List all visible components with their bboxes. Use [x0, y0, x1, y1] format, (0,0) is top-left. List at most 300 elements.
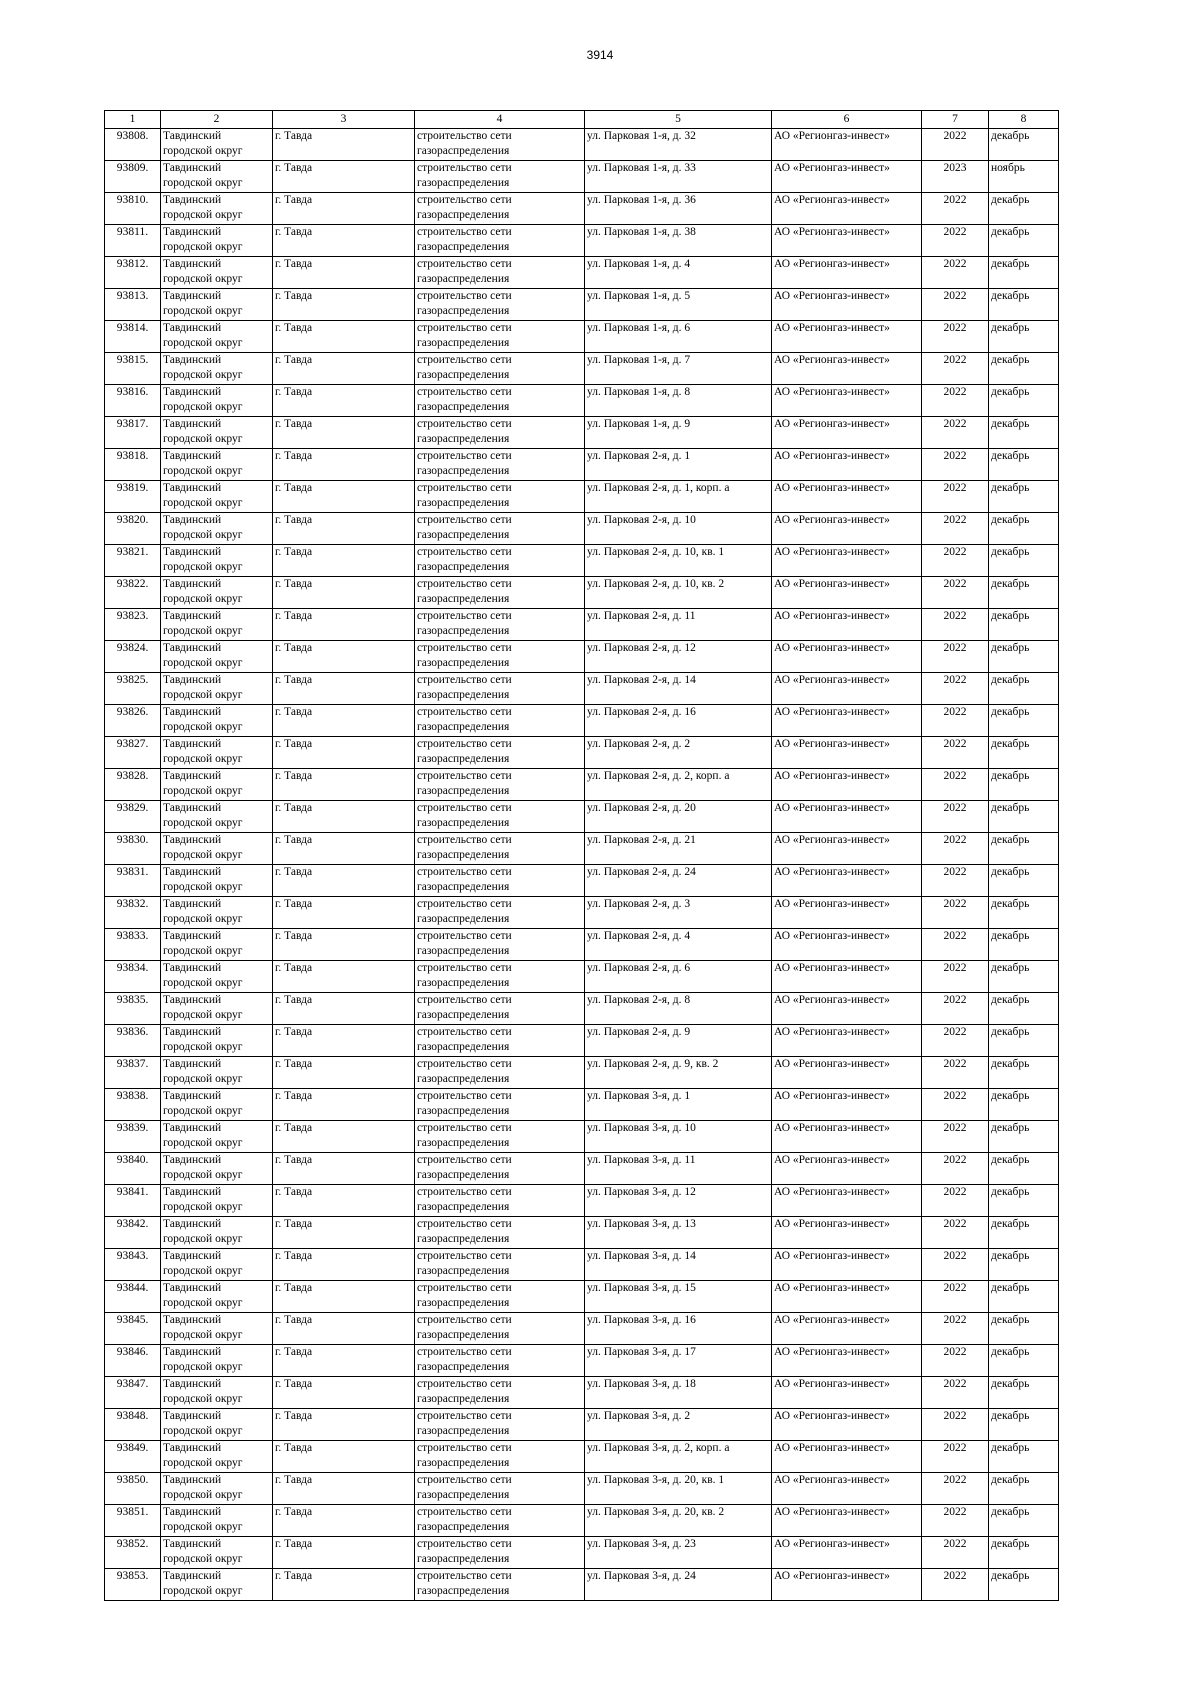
month-cell: декабрь — [989, 1441, 1059, 1473]
district-line: городской округ — [163, 1329, 243, 1341]
district-line: городской округ — [163, 1361, 243, 1373]
year-cell: 2022 — [922, 417, 989, 449]
table-row — [105, 1217, 1059, 1249]
year-cell: 2022 — [922, 1249, 989, 1281]
district-line: городской округ — [163, 593, 243, 605]
district-line: городской округ — [163, 1553, 243, 1565]
address-cell: ул. Парковая 2-я, д. 20 — [585, 801, 772, 833]
district-line: Тавдинский — [163, 386, 222, 398]
organization-cell: АО «Регионгаз-инвест» — [772, 193, 922, 225]
district-line: городской округ — [163, 1201, 243, 1213]
district-cell — [161, 1281, 273, 1313]
year-cell: 2022 — [922, 353, 989, 385]
work-type-line: газораспределения — [417, 1009, 510, 1021]
year-cell: 2022 — [922, 1281, 989, 1313]
work-type-line: газораспределения — [417, 433, 510, 445]
locality-cell: г. Тавда — [273, 801, 415, 833]
work-type-cell — [415, 1505, 585, 1537]
registry-table — [104, 110, 1059, 1601]
district-line: Тавдинский — [163, 1218, 222, 1230]
year-cell: 2022 — [922, 1057, 989, 1089]
year-cell: 2022 — [922, 289, 989, 321]
work-type-line: строительство сети — [417, 994, 512, 1006]
row-number: 93823. — [105, 609, 161, 641]
organization-cell: АО «Регионгаз-инвест» — [772, 1057, 922, 1089]
month-cell: декабрь — [989, 1537, 1059, 1569]
district-line: городской округ — [163, 1297, 243, 1309]
table-row — [105, 417, 1059, 449]
locality-cell: г. Тавда — [273, 961, 415, 993]
district-cell — [161, 609, 273, 641]
district-cell — [161, 993, 273, 1025]
table-row — [105, 705, 1059, 737]
district-line: городской округ — [163, 689, 243, 701]
table-row — [105, 449, 1059, 481]
district-line: Тавдинский — [163, 162, 222, 174]
district-line: городской округ — [163, 785, 243, 797]
year-cell: 2022 — [922, 1409, 989, 1441]
locality-cell: г. Тавда — [273, 609, 415, 641]
district-line: Тавдинский — [163, 1122, 222, 1134]
row-number: 93847. — [105, 1377, 161, 1409]
work-type-line: строительство сети — [417, 1282, 512, 1294]
district-cell — [161, 257, 273, 289]
address-cell: ул. Парковая 1-я, д. 32 — [585, 129, 772, 161]
work-type-line: газораспределения — [417, 1361, 510, 1373]
work-type-line: строительство сети — [417, 610, 512, 622]
district-line: городской округ — [163, 561, 243, 573]
address-cell: ул. Парковая 2-я, д. 21 — [585, 833, 772, 865]
work-type-cell — [415, 769, 585, 801]
year-cell: 2022 — [922, 1537, 989, 1569]
work-type-line: строительство сети — [417, 1314, 512, 1326]
column-header: 6 — [772, 111, 922, 129]
row-number: 93829. — [105, 801, 161, 833]
table-row — [105, 513, 1059, 545]
month-cell: декабрь — [989, 1345, 1059, 1377]
district-line: Тавдинский — [163, 802, 222, 814]
address-cell: ул. Парковая 2-я, д. 10, кв. 1 — [585, 545, 772, 577]
month-cell: декабрь — [989, 897, 1059, 929]
row-number: 93838. — [105, 1089, 161, 1121]
table-row — [105, 1377, 1059, 1409]
district-cell — [161, 1057, 273, 1089]
work-type-line: газораспределения — [417, 465, 510, 477]
work-type-line: строительство сети — [417, 482, 512, 494]
row-number: 93811. — [105, 225, 161, 257]
address-cell: ул. Парковая 3-я, д. 2, корп. а — [585, 1441, 772, 1473]
organization-cell: АО «Регионгаз-инвест» — [772, 449, 922, 481]
organization-cell: АО «Регионгаз-инвест» — [772, 993, 922, 1025]
year-cell: 2022 — [922, 769, 989, 801]
month-cell: декабрь — [989, 1409, 1059, 1441]
locality-cell: г. Тавда — [273, 1281, 415, 1313]
locality-cell: г. Тавда — [273, 577, 415, 609]
address-cell: ул. Парковая 3-я, д. 16 — [585, 1313, 772, 1345]
district-line: городской округ — [163, 1265, 243, 1277]
table-row — [105, 257, 1059, 289]
district-line: Тавдинский — [163, 994, 222, 1006]
work-type-cell — [415, 961, 585, 993]
district-cell — [161, 1505, 273, 1537]
district-cell — [161, 769, 273, 801]
district-line: городской округ — [163, 177, 243, 189]
work-type-line: строительство сети — [417, 1474, 512, 1486]
locality-cell: г. Тавда — [273, 1313, 415, 1345]
work-type-cell — [415, 481, 585, 513]
work-type-line: газораспределения — [417, 913, 510, 925]
address-cell: ул. Парковая 2-я, д. 12 — [585, 641, 772, 673]
work-type-cell — [415, 929, 585, 961]
month-cell: декабрь — [989, 769, 1059, 801]
year-cell: 2022 — [922, 1313, 989, 1345]
row-number: 93850. — [105, 1473, 161, 1505]
work-type-line: строительство сети — [417, 1538, 512, 1550]
district-cell — [161, 353, 273, 385]
district-line: городской округ — [163, 497, 243, 509]
district-line: Тавдинский — [163, 322, 222, 334]
locality-cell: г. Тавда — [273, 1185, 415, 1217]
work-type-line: строительство сети — [417, 738, 512, 750]
district-line: городской округ — [163, 465, 243, 477]
row-number: 93824. — [105, 641, 161, 673]
work-type-line: газораспределения — [417, 1233, 510, 1245]
table-body — [105, 129, 1059, 1601]
district-cell — [161, 1409, 273, 1441]
district-cell — [161, 385, 273, 417]
work-type-cell — [415, 1313, 585, 1345]
locality-cell: г. Тавда — [273, 481, 415, 513]
locality-cell: г. Тавда — [273, 1377, 415, 1409]
year-cell: 2022 — [922, 929, 989, 961]
work-type-line: газораспределения — [417, 1073, 510, 1085]
district-line: городской округ — [163, 337, 243, 349]
organization-cell: АО «Регионгаз-инвест» — [772, 1025, 922, 1057]
work-type-cell — [415, 1153, 585, 1185]
address-cell: ул. Парковая 3-я, д. 11 — [585, 1153, 772, 1185]
row-number: 93849. — [105, 1441, 161, 1473]
table-row — [105, 1473, 1059, 1505]
work-type-line: строительство сети — [417, 226, 512, 238]
organization-cell: АО «Регионгаз-инвест» — [772, 1121, 922, 1153]
district-line: Тавдинский — [163, 1346, 222, 1358]
work-type-line: газораспределения — [417, 721, 510, 733]
locality-cell: г. Тавда — [273, 737, 415, 769]
row-number: 93841. — [105, 1185, 161, 1217]
address-cell: ул. Парковая 2-я, д. 3 — [585, 897, 772, 929]
district-cell — [161, 1441, 273, 1473]
month-cell: декабрь — [989, 1505, 1059, 1537]
work-type-line: газораспределения — [417, 497, 510, 509]
work-type-line: газораспределения — [417, 593, 510, 605]
organization-cell: АО «Регионгаз-инвест» — [772, 1249, 922, 1281]
table-row — [105, 1121, 1059, 1153]
organization-cell: АО «Регионгаз-инвест» — [772, 129, 922, 161]
work-type-line: строительство сети — [417, 1250, 512, 1262]
locality-cell: г. Тавда — [273, 257, 415, 289]
locality-cell: г. Тавда — [273, 1025, 415, 1057]
address-cell: ул. Парковая 1-я, д. 36 — [585, 193, 772, 225]
year-cell: 2022 — [922, 705, 989, 737]
locality-cell: г. Тавда — [273, 225, 415, 257]
organization-cell: АО «Регионгаз-инвест» — [772, 257, 922, 289]
row-number: 93836. — [105, 1025, 161, 1057]
month-cell: декабрь — [989, 257, 1059, 289]
month-cell: декабрь — [989, 1089, 1059, 1121]
month-cell: декабрь — [989, 513, 1059, 545]
address-cell: ул. Парковая 3-я, д. 14 — [585, 1249, 772, 1281]
locality-cell: г. Тавда — [273, 353, 415, 385]
organization-cell: АО «Регионгаз-инвест» — [772, 1441, 922, 1473]
address-cell: ул. Парковая 2-я, д. 11 — [585, 609, 772, 641]
year-cell: 2022 — [922, 897, 989, 929]
row-number: 93852. — [105, 1537, 161, 1569]
address-cell: ул. Парковая 2-я, д. 6 — [585, 961, 772, 993]
work-type-line: газораспределения — [417, 689, 510, 701]
organization-cell: АО «Регионгаз-инвест» — [772, 289, 922, 321]
district-line: городской округ — [163, 209, 243, 221]
district-line: городской округ — [163, 241, 243, 253]
work-type-line: строительство сети — [417, 450, 512, 462]
district-line: Тавдинский — [163, 1282, 222, 1294]
table-row — [105, 833, 1059, 865]
work-type-cell — [415, 801, 585, 833]
district-cell — [161, 897, 273, 929]
locality-cell: г. Тавда — [273, 417, 415, 449]
address-cell: ул. Парковая 2-я, д. 10, кв. 2 — [585, 577, 772, 609]
district-line: Тавдинский — [163, 1314, 222, 1326]
work-type-line: строительство сети — [417, 770, 512, 782]
district-line: Тавдинский — [163, 930, 222, 942]
address-cell: ул. Парковая 3-я, д. 24 — [585, 1569, 772, 1601]
work-type-line: строительство сети — [417, 642, 512, 654]
work-type-line: строительство сети — [417, 1122, 512, 1134]
month-cell: декабрь — [989, 417, 1059, 449]
row-number: 93809. — [105, 161, 161, 193]
row-number: 93830. — [105, 833, 161, 865]
district-line: Тавдинский — [163, 578, 222, 590]
year-cell: 2022 — [922, 1025, 989, 1057]
organization-cell: АО «Регионгаз-инвест» — [772, 1345, 922, 1377]
work-type-cell — [415, 385, 585, 417]
month-cell: декабрь — [989, 193, 1059, 225]
district-line: городской округ — [163, 849, 243, 861]
work-type-line: строительство сети — [417, 130, 512, 142]
organization-cell: АО «Регионгаз-инвест» — [772, 737, 922, 769]
district-line: городской округ — [163, 1457, 243, 1469]
work-type-cell — [415, 1345, 585, 1377]
district-cell — [161, 929, 273, 961]
year-cell: 2022 — [922, 225, 989, 257]
work-type-line: строительство сети — [417, 1410, 512, 1422]
organization-cell: АО «Регионгаз-инвест» — [772, 769, 922, 801]
locality-cell: г. Тавда — [273, 1057, 415, 1089]
address-cell: ул. Парковая 1-я, д. 7 — [585, 353, 772, 385]
year-cell: 2022 — [922, 545, 989, 577]
row-number: 93826. — [105, 705, 161, 737]
table-row — [105, 225, 1059, 257]
work-type-line: газораспределения — [417, 241, 510, 253]
month-cell: декабрь — [989, 1153, 1059, 1185]
row-number: 93820. — [105, 513, 161, 545]
district-line: Тавдинский — [163, 514, 222, 526]
year-cell: 2022 — [922, 1089, 989, 1121]
table-row — [105, 193, 1059, 225]
district-line: Тавдинский — [163, 1570, 222, 1582]
district-cell — [161, 1537, 273, 1569]
month-cell: декабрь — [989, 1057, 1059, 1089]
district-cell — [161, 481, 273, 513]
work-type-line: газораспределения — [417, 1585, 510, 1597]
district-line: городской округ — [163, 945, 243, 957]
address-cell: ул. Парковая 3-я, д. 12 — [585, 1185, 772, 1217]
locality-cell: г. Тавда — [273, 1473, 415, 1505]
district-line: Тавдинский — [163, 1442, 222, 1454]
district-line: Тавдинский — [163, 1474, 222, 1486]
district-line: Тавдинский — [163, 866, 222, 878]
organization-cell: АО «Регионгаз-инвест» — [772, 577, 922, 609]
work-type-line: газораспределения — [417, 177, 510, 189]
work-type-cell — [415, 513, 585, 545]
row-number: 93839. — [105, 1121, 161, 1153]
table-row — [105, 1409, 1059, 1441]
month-cell: декабрь — [989, 801, 1059, 833]
district-cell — [161, 865, 273, 897]
row-number: 93812. — [105, 257, 161, 289]
locality-cell: г. Тавда — [273, 1345, 415, 1377]
address-cell: ул. Парковая 2-я, д. 14 — [585, 673, 772, 705]
work-type-line: строительство сети — [417, 802, 512, 814]
district-line: Тавдинский — [163, 1410, 222, 1422]
work-type-line: строительство сети — [417, 514, 512, 526]
table-row — [105, 1313, 1059, 1345]
organization-cell: АО «Регионгаз-инвест» — [772, 481, 922, 513]
work-type-cell — [415, 129, 585, 161]
address-cell: ул. Парковая 3-я, д. 18 — [585, 1377, 772, 1409]
organization-cell: АО «Регионгаз-инвест» — [772, 161, 922, 193]
work-type-line: строительство сети — [417, 898, 512, 910]
district-line: городской округ — [163, 273, 243, 285]
year-cell: 2022 — [922, 833, 989, 865]
row-number: 93821. — [105, 545, 161, 577]
table-row — [105, 1281, 1059, 1313]
work-type-cell — [415, 1281, 585, 1313]
district-line: Тавдинский — [163, 834, 222, 846]
district-line: городской округ — [163, 881, 243, 893]
year-cell: 2022 — [922, 1153, 989, 1185]
work-type-cell — [415, 865, 585, 897]
district-line: Тавдинский — [163, 546, 222, 558]
month-cell: ноябрь — [989, 161, 1059, 193]
row-number: 93851. — [105, 1505, 161, 1537]
locality-cell: г. Тавда — [273, 321, 415, 353]
address-cell: ул. Парковая 3-я, д. 10 — [585, 1121, 772, 1153]
locality-cell: г. Тавда — [273, 1409, 415, 1441]
organization-cell: АО «Регионгаз-инвест» — [772, 865, 922, 897]
district-line: Тавдинский — [163, 1026, 222, 1038]
work-type-line: строительство сети — [417, 1570, 512, 1582]
organization-cell: АО «Регионгаз-инвест» — [772, 225, 922, 257]
work-type-line: строительство сети — [417, 1218, 512, 1230]
organization-cell: АО «Регионгаз-инвест» — [772, 929, 922, 961]
organization-cell: АО «Регионгаз-инвест» — [772, 833, 922, 865]
organization-cell: АО «Регионгаз-инвест» — [772, 1185, 922, 1217]
row-number: 93833. — [105, 929, 161, 961]
month-cell: декабрь — [989, 993, 1059, 1025]
table-row — [105, 1153, 1059, 1185]
district-line: городской округ — [163, 1489, 243, 1501]
organization-cell: АО «Регионгаз-инвест» — [772, 1537, 922, 1569]
address-cell: ул. Парковая 2-я, д. 24 — [585, 865, 772, 897]
table-row — [105, 609, 1059, 641]
district-line: городской округ — [163, 1137, 243, 1149]
locality-cell: г. Тавда — [273, 545, 415, 577]
month-cell: декабрь — [989, 1377, 1059, 1409]
table-row — [105, 993, 1059, 1025]
table-row — [105, 545, 1059, 577]
address-cell: ул. Парковая 2-я, д. 4 — [585, 929, 772, 961]
address-cell: ул. Парковая 3-я, д. 13 — [585, 1217, 772, 1249]
work-type-line: газораспределения — [417, 977, 510, 989]
address-cell: ул. Парковая 1-я, д. 38 — [585, 225, 772, 257]
table-row — [105, 1569, 1059, 1601]
district-line: Тавдинский — [163, 1058, 222, 1070]
locality-cell: г. Тавда — [273, 1121, 415, 1153]
district-cell — [161, 161, 273, 193]
work-type-line: строительство сети — [417, 354, 512, 366]
work-type-line: газораспределения — [417, 1393, 510, 1405]
district-line: городской округ — [163, 1169, 243, 1181]
work-type-line: строительство сети — [417, 546, 512, 558]
address-cell: ул. Парковая 1-я, д. 6 — [585, 321, 772, 353]
work-type-line: строительство сети — [417, 1442, 512, 1454]
locality-cell: г. Тавда — [273, 1249, 415, 1281]
district-line: Тавдинский — [163, 1250, 222, 1262]
year-cell: 2022 — [922, 641, 989, 673]
month-cell: декабрь — [989, 929, 1059, 961]
district-line: Тавдинский — [163, 258, 222, 270]
district-line: Тавдинский — [163, 674, 222, 686]
month-cell: декабрь — [989, 737, 1059, 769]
district-cell — [161, 1569, 273, 1601]
work-type-cell — [415, 1249, 585, 1281]
year-cell: 2022 — [922, 193, 989, 225]
table-row — [105, 289, 1059, 321]
year-cell: 2022 — [922, 1345, 989, 1377]
district-cell — [161, 1473, 273, 1505]
district-line: Тавдинский — [163, 418, 222, 430]
column-number-header — [105, 111, 1059, 129]
locality-cell: г. Тавда — [273, 929, 415, 961]
work-type-line: газораспределения — [417, 849, 510, 861]
district-cell — [161, 417, 273, 449]
work-type-line: газораспределения — [417, 1265, 510, 1277]
year-cell: 2023 — [922, 161, 989, 193]
work-type-line: газораспределения — [417, 337, 510, 349]
district-line: городской округ — [163, 1233, 243, 1245]
year-cell: 2022 — [922, 1185, 989, 1217]
row-number: 93831. — [105, 865, 161, 897]
year-cell: 2022 — [922, 1441, 989, 1473]
work-type-line: строительство сети — [417, 674, 512, 686]
organization-cell: АО «Регионгаз-инвест» — [772, 961, 922, 993]
district-line: Тавдинский — [163, 898, 222, 910]
work-type-line: строительство сети — [417, 834, 512, 846]
district-line: городской округ — [163, 145, 243, 157]
district-line: городской округ — [163, 529, 243, 541]
address-cell: ул. Парковая 1-я, д. 4 — [585, 257, 772, 289]
row-number: 93816. — [105, 385, 161, 417]
